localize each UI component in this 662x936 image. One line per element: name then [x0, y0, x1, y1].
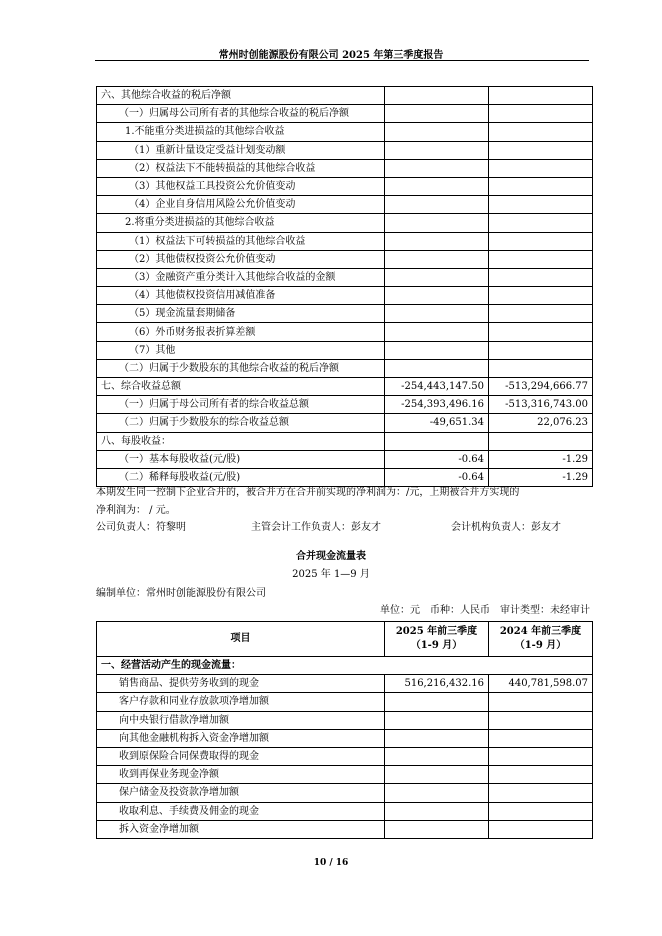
previous-value: [489, 87, 593, 105]
current-value: [385, 359, 489, 377]
previous-value: [489, 341, 593, 359]
table-row: [97, 287, 593, 305]
row-label: 销售商品、提供劳务收到的现金: [97, 675, 385, 693]
cashflow-period: 2025 年 1—9 月: [292, 569, 370, 580]
current-value: 516,216,432.16: [385, 675, 489, 693]
column-header-previous: [489, 622, 593, 657]
table-row: [97, 747, 593, 765]
row-label: 2.将重分类进损益的其他综合收益: [97, 214, 385, 232]
row-label: （4）企业自身信用风险公允价值变动: [97, 196, 385, 214]
income-statement-table: [96, 86, 593, 487]
table-row: [97, 196, 593, 214]
previous-value: [489, 359, 593, 377]
table-row: [97, 820, 593, 838]
previous-value: 22,076.23: [489, 414, 593, 432]
current-value: [385, 341, 489, 359]
table-row: [97, 396, 593, 414]
header-current-line1: 2025 年前三季度: [395, 626, 478, 637]
page-number: 10 / 16: [313, 858, 349, 868]
row-label: （5）现金流量套期储备: [97, 305, 385, 323]
current-value: [385, 747, 489, 765]
table-row: [97, 766, 593, 784]
current-value: [385, 87, 489, 105]
current-value: [385, 729, 489, 747]
current-value: [385, 250, 489, 268]
table-row: [97, 378, 593, 396]
previous-value: [489, 196, 593, 214]
row-label: 收取利息、手续费及佣金的现金: [97, 802, 385, 820]
row-label: （一）基本每股收益(元/股): [97, 450, 385, 468]
table-row: [97, 232, 593, 250]
merger-note-line-2: 净利润为： / 元。: [96, 505, 176, 516]
row-label: （2）其他债权投资公允价值变动: [97, 250, 385, 268]
current-value: [385, 784, 489, 802]
header-current-line2: （1-9 月）: [410, 640, 463, 651]
previous-value: [489, 105, 593, 123]
header-previous-line2: （1-9 月）: [514, 640, 567, 651]
row-label: 拆入资金净增加额: [97, 820, 385, 838]
cashflow-title: 合并现金流量表: [296, 551, 366, 562]
table-header-row: [97, 622, 593, 657]
row-label: 收到再保业务现金净额: [97, 766, 385, 784]
row-label: （二）归属于少数股东的综合收益总额: [97, 414, 385, 432]
table-row: [97, 305, 593, 323]
previous-value: [489, 123, 593, 141]
row-label: （二）稀释每股收益(元/股): [97, 468, 385, 486]
current-value: -0.64: [385, 468, 489, 486]
current-value: -254,443,147.50: [385, 378, 489, 396]
table-row: [97, 432, 593, 450]
previous-value: [489, 287, 593, 305]
previous-value: [489, 323, 593, 341]
table-row: [97, 87, 593, 105]
table-row: [97, 802, 593, 820]
previous-value: -1.29: [489, 468, 593, 486]
previous-value: [489, 268, 593, 286]
previous-value: [489, 820, 593, 838]
table-row: [97, 359, 593, 377]
previous-value: [489, 693, 593, 711]
previous-value: [489, 747, 593, 765]
previous-value: [489, 250, 593, 268]
row-label: （1）重新计量设定受益计划变动额: [97, 141, 385, 159]
table-row: [97, 141, 593, 159]
table-row: [97, 214, 593, 232]
previous-value: 440,781,598.07: [489, 675, 593, 693]
current-value: [385, 711, 489, 729]
current-value: [385, 323, 489, 341]
current-value: [385, 287, 489, 305]
preparer-unit: 编制单位：常州时创能源股份有限公司: [96, 588, 266, 599]
table-row: [97, 123, 593, 141]
current-value: [385, 141, 489, 159]
previous-value: [489, 711, 593, 729]
row-label: 保户储金及投资款净增加额: [97, 784, 385, 802]
agency-head-signature: 会计机构负责人：彭友才: [451, 522, 561, 533]
header-previous-line1: 2024 年前三季度: [499, 626, 582, 637]
current-value: [385, 268, 489, 286]
table-row: [97, 414, 593, 432]
previous-value: -513,316,743.00: [489, 396, 593, 414]
table-row: [97, 105, 593, 123]
previous-value: [489, 729, 593, 747]
previous-value: [489, 141, 593, 159]
row-label: （7）其他: [97, 341, 385, 359]
previous-value: [489, 159, 593, 177]
section-heading: 一、经营活动产生的现金流量：: [97, 657, 593, 675]
table-row: [97, 177, 593, 195]
previous-value: [489, 432, 593, 450]
current-value: [385, 159, 489, 177]
row-label: （2）权益法下不能转损益的其他综合收益: [97, 159, 385, 177]
table-row: [97, 711, 593, 729]
table-row: [97, 323, 593, 341]
previous-value: [489, 232, 593, 250]
previous-value: [489, 214, 593, 232]
previous-value: -513,294,666.77: [489, 378, 593, 396]
row-label: 七、综合收益总额: [97, 378, 385, 396]
current-value: -254,393,496.16: [385, 396, 489, 414]
table-row: [97, 675, 593, 693]
table-row: [97, 693, 593, 711]
table-row: [97, 468, 593, 486]
row-label: 1.不能重分类进损益的其他综合收益: [97, 123, 385, 141]
table-row: [97, 250, 593, 268]
column-header-item: [97, 622, 385, 657]
row-label: （一）归属于母公司所有者的综合收益总额: [97, 396, 385, 414]
row-label: （1）权益法下可转损益的其他综合收益: [97, 232, 385, 250]
report-header-title: 常州时创能源股份有限公司 2025 年第三季度报告: [218, 50, 444, 61]
header-divider: [95, 60, 589, 61]
table-row: [97, 159, 593, 177]
current-value: [385, 305, 489, 323]
previous-value: [489, 802, 593, 820]
current-value: -0.64: [385, 450, 489, 468]
previous-value: [489, 177, 593, 195]
current-value: [385, 820, 489, 838]
company-head-signature: 公司负责人：符黎明: [96, 522, 186, 533]
previous-value: -1.29: [489, 450, 593, 468]
merger-note-line-1: 本期发生同一控制下企业合并的，被合并方在合并前实现的净利润为：/元，上期被合并方实现的: [96, 487, 520, 498]
current-value: [385, 177, 489, 195]
row-label: 向中央银行借款净增加额: [97, 711, 385, 729]
table-row: [97, 450, 593, 468]
accounting-head-signature: 主管会计工作负责人：彭友才: [251, 522, 381, 533]
previous-value: [489, 766, 593, 784]
column-header-current: [385, 622, 489, 657]
row-label: 六、其他综合收益的税后净额: [97, 87, 385, 105]
current-value: [385, 232, 489, 250]
row-label: （6）外币财务报表折算差额: [97, 323, 385, 341]
previous-value: [489, 305, 593, 323]
current-value: -49,651.34: [385, 414, 489, 432]
row-label: （3）其他权益工具投资公允价值变动: [97, 177, 385, 195]
current-value: [385, 432, 489, 450]
current-value: [385, 766, 489, 784]
table-row: [97, 784, 593, 802]
unit-currency-audit: 单位：元 币种：人民币 审计类型：未经审计: [380, 605, 590, 616]
current-value: [385, 693, 489, 711]
row-label: （一）归属母公司所有者的其他综合收益的税后净额: [97, 105, 385, 123]
row-label: 收到原保险合同保费取得的现金: [97, 747, 385, 765]
current-value: [385, 196, 489, 214]
table-row: [97, 268, 593, 286]
previous-value: [489, 784, 593, 802]
current-value: [385, 123, 489, 141]
row-label: （二）归属于少数股东的其他综合收益的税后净额: [97, 359, 385, 377]
cashflow-table: [96, 621, 593, 839]
row-label: （4）其他债权投资信用减值准备: [97, 287, 385, 305]
current-value: [385, 105, 489, 123]
section-row: [97, 657, 593, 675]
row-label: 向其他金融机构拆入资金净增加额: [97, 729, 385, 747]
row-label: 八、每股收益：: [97, 432, 385, 450]
table-row: [97, 729, 593, 747]
row-label: 客户存款和同业存放款项净增加额: [97, 693, 385, 711]
header-item-label: 项目: [230, 633, 251, 644]
table-row: [97, 341, 593, 359]
row-label: （3）金融资产重分类计入其他综合收益的金额: [97, 268, 385, 286]
current-value: [385, 802, 489, 820]
current-value: [385, 214, 489, 232]
